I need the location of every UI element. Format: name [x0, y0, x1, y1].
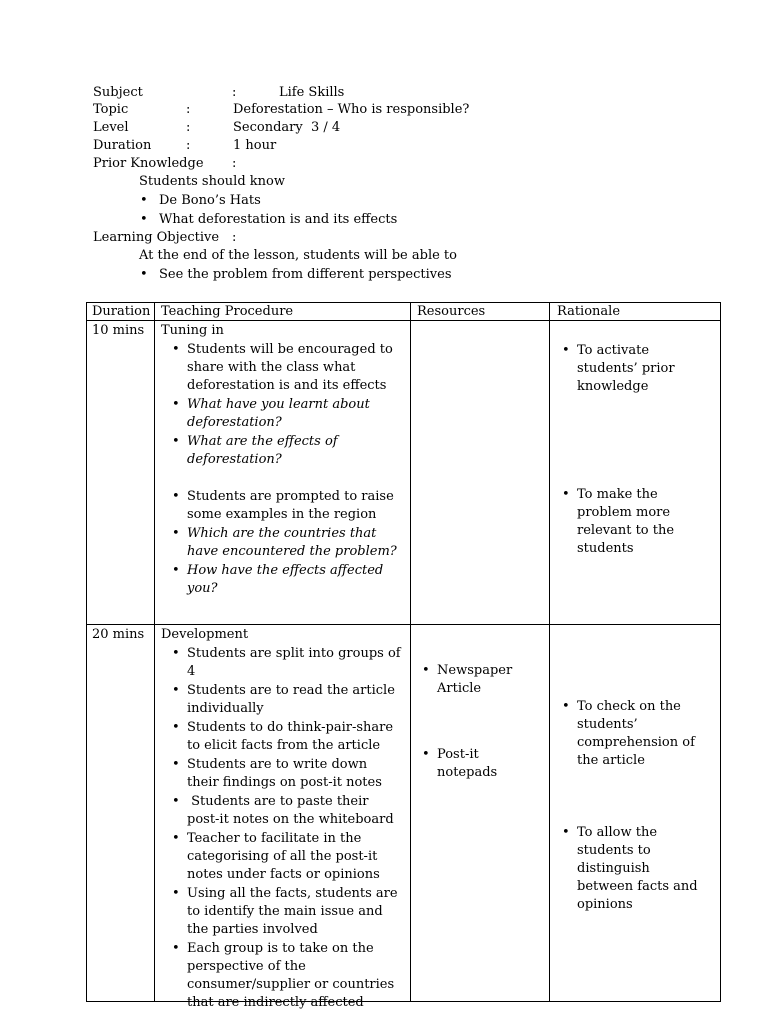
procedure-item: • Students are to paste their post-it notes on the whiteboard [170, 793, 401, 829]
prior-knowledge-colon: : [232, 156, 237, 171]
rationale-cell [560, 698, 710, 914]
procedure-item: • Students are prompted to raise some examples in the region [170, 488, 401, 524]
prior-knowledge-intro: Students should know [139, 174, 285, 189]
column-header-teaching-procedure: Teaching Procedure [161, 304, 294, 319]
topic-value: Deforestation – Who is responsible? [233, 102, 470, 117]
procedure-item: • Each group is to take on the perspective of the consumer/supplier or countries that are indirectly affected [170, 940, 401, 1012]
rationale-item: • To activate students’ prior knowledge [560, 342, 710, 396]
bullet-icon: • [140, 193, 148, 208]
procedure-item: • Students will be encouraged to share with the class what deforestation is and its effects [170, 341, 401, 395]
procedure-item: • Using all the facts, students are to identify the main issue and the parties involved [170, 885, 401, 939]
teaching-procedure-cell [161, 626, 401, 1012]
rationale-item: • To check on the students’ comprehension of the article [560, 698, 710, 770]
procedure-item: • Students are split into groups of 4 [170, 645, 401, 681]
procedure-item: • Students to do think-pair-share to elicit facts from the article [170, 719, 401, 755]
level-colon: : [186, 120, 191, 135]
column-header-duration: Duration [92, 304, 151, 319]
learning-objective-label: Learning Objective [93, 230, 220, 245]
topic-colon: : [186, 102, 191, 117]
duration-colon: : [186, 138, 191, 153]
lesson-plan-page: Subject : Life Skills Topic : Deforestation – Who is responsible? Level : Secondary 3 / 4 Duration : 1 hour Prior Knowledge : Students should know • De Bono’s Hats • What deforestation is and its effects Learning Objective : At the end of the lesson, students will be able to • See the problem from different perspectives Duration Teaching Procedure Resources Rationale 10 mins Tuning in • Students will be encouraged to share with the class what deforestation is and its effects • What have you learnt about deforestation? • What are the effects of deforestation? • Students are prompted to raise some examples in the region • Which are the countries that have encountered the problem? • How have the effects affected you? • To activate students’ prior knowledge • To make the problem more relevant to the students 20 mins Development • Students are split into groups of 4 • Students are to read the article individually • Students to do think-pair-share to elicit facts from the article • Students are to write down their findings on post-it notes • Students are to paste their post-it notes on the whiteboard • Teacher to facilitate in the categorising of all the post-it notes under facts or opinions • Using all the facts, students are to identify the main issue and the parties involved • Each group is to take on the perspective of the consumer/supplier or countries that are indirectly affected • Newspaper Article • Post-it notepads • To check on the students’ comprehension of the article • To allow the students to distinguish between facts and opinions [0, 0, 768, 1024]
duration-label: Duration [93, 138, 152, 153]
procedure-item: • Teacher to facilitate in the categorising of all the post-it notes under facts or opinions [170, 830, 401, 884]
level-value: Secondary 3 / 4 [233, 120, 341, 135]
procedure-question: • How have the effects affected you? [170, 562, 401, 598]
column-header-resources: Resources [417, 304, 486, 319]
procedure-title: Tuning in [161, 323, 224, 338]
subject-value: Life Skills [279, 85, 345, 100]
row-duration: 10 mins [92, 323, 145, 338]
resource-item: • Newspaper Article [420, 662, 540, 698]
procedure-question: • Which are the countries that have encountered the problem? [170, 525, 401, 561]
lesson-table [86, 302, 721, 1010]
resources-cell [420, 662, 540, 782]
bullet-icon: • [140, 267, 148, 282]
column-header-rationale: Rationale [557, 304, 621, 319]
rationale-item: • To allow the students to distinguish between facts and opinions [560, 824, 710, 914]
duration-value: 1 hour [233, 138, 277, 153]
prior-knowledge-label: Prior Knowledge [93, 156, 204, 171]
teaching-procedure-cell [161, 322, 401, 598]
subject-label: Subject [93, 85, 143, 100]
resource-item: • Post-it notepads [420, 746, 540, 782]
learning-objective-intro: At the end of the lesson, students will be able to [139, 248, 457, 263]
learning-objective-colon: : [232, 230, 237, 245]
procedure-question: • What are the effects of deforestation? [170, 433, 401, 469]
topic-label: Topic [93, 102, 129, 117]
rationale-item: • To make the problem more relevant to the students [560, 486, 710, 558]
subject-colon: : [232, 85, 237, 100]
procedure-item: • Students are to read the article individually [170, 682, 401, 718]
bullet-icon: • [140, 212, 148, 227]
procedure-item: • Students are to write down their findings on post-it notes [170, 756, 401, 792]
procedure-title: Development [161, 627, 249, 642]
rationale-cell [560, 342, 710, 558]
row-duration: 20 mins [92, 627, 145, 642]
procedure-question: • What have you learnt about deforestation? [170, 396, 401, 432]
level-label: Level [93, 120, 129, 135]
